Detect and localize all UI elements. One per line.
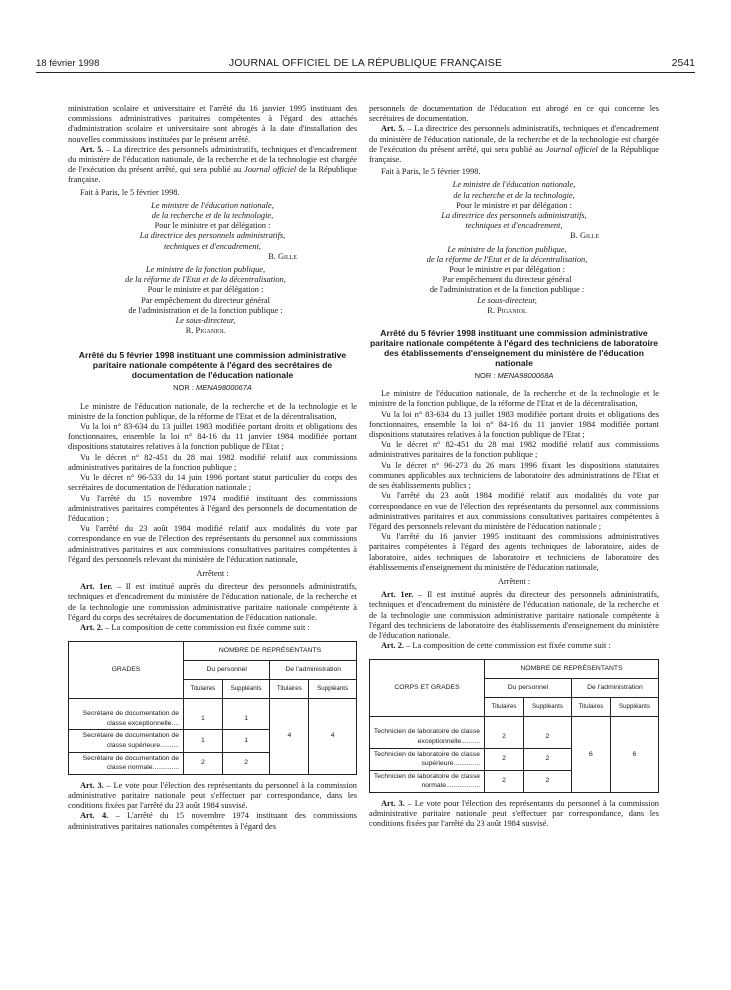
signature-line: Le ministre de la fonction publique, (145, 265, 266, 275)
journal-ref: Journal officiel (244, 165, 297, 175)
table-row-grade: Secrétaire de documentation de classe exceptionnelle.... (69, 699, 184, 730)
table-cell: 1 (222, 730, 270, 752)
article-text: – La directrice des personnels administratifs, techniques et d'encadrement du ministère de l'éducation nationale, de la recherche et de la technologie est chargée de l'exécution du présent arrêté, qui sera publié au (369, 124, 659, 154)
signature-line: La directrice des personnels administratifs, (139, 231, 286, 241)
left-column (68, 104, 357, 832)
representatives-table (369, 659, 659, 793)
header-rule (36, 72, 695, 73)
signature-line: Pour le ministre et par délégation : (456, 200, 572, 210)
page-header (36, 56, 695, 72)
arretent: Arrêtent : (196, 568, 229, 578)
arretent: Arrêtent : (497, 576, 531, 586)
article-text: – Le vote pour l'élection des représentants du personnel à la commission administrative paritaire nationale peut s'effectuer par correspondance, dans les conditions fixées par l'arrêté du 23 août 1984 susvisé. (68, 780, 357, 811)
article-text: – La composition de cette commission est fixée comme suit : (404, 641, 611, 651)
signature-line: Pour le ministre et par délégation : (154, 221, 271, 231)
signatory-name: R. Piganiol (487, 305, 527, 315)
signature-line: de l'administration et de la fonction publique : (429, 285, 585, 295)
done-at: Fait à Paris, le 5 février 1998. (80, 187, 180, 197)
nor-reference (369, 371, 659, 381)
table-row-grade: Technicien de laboratoire de classe exceptionnelle.......... (370, 717, 485, 748)
table-cell: 2 (485, 717, 524, 748)
col-header-suppleants: Suppléants (523, 698, 571, 717)
article-5 (369, 124, 659, 165)
decree-title: Arrêté du 5 février 1998 instituant une commission administrative paritaire nationale compétente à l'égard des secrétaires de documentation de l'éducation nationale (78, 350, 347, 381)
signature-line: techniques et d'encadrement, (163, 241, 262, 251)
col-header-personnel: Du personnel (184, 661, 270, 680)
signature-line: Le ministre de la fonction publique, (447, 244, 567, 254)
article-label: Art. 3. (80, 780, 104, 790)
table-cell: 4 (270, 699, 309, 775)
table-cell: 2 (485, 770, 524, 792)
col-header-number: NOMBRE DE REPRÉSENTANTS (485, 660, 659, 679)
visa-paragraph: Vu l'arrêté du 23 août 1984 modifié relatif aux modalités du vote par correspondance en vue de l'élection des représentants du personnel aux commissions administratives paritaires et aux commissions consultatives paritaires compétentes à l'égard des personnels relevant du ministère de l'éducation nationale, (68, 524, 357, 564)
col-header-titulaires: Titulaires (571, 698, 610, 717)
visa-paragraph: Le ministre de l'éducation nationale, de la recherche et de la technologie et le ministre de la fonction publique, de la réforme de l'Etat et de la décentralisation, (68, 401, 357, 421)
visa-paragraph: Le ministre de l'éducation nationale, de la recherche et de la technologie et le ministre de la fonction publique, de la réforme de l'Etat et de la décentralisation, (369, 389, 659, 409)
article-text: – Il est institué auprès du directeur des personnels administratifs, techniques et d'encadrement du ministère de l'éducation nationale, de la recherche et de la technologie une commission administrative paritaire nationale compétente à l'égard des techniciens de laboratoire des établissements d'enseignement du ministère de l'éducation nationale. (369, 590, 660, 640)
col-header-suppleants: Suppléants (222, 680, 270, 699)
col-header-admin: De l'administration (270, 661, 357, 680)
signature-line: Pour le ministre et par délégation : (449, 265, 565, 275)
article-text-end: de la République française. (68, 165, 358, 185)
table-cell: 2 (184, 752, 223, 774)
visa-paragraph: Vu l'arrêté du 16 janvier 1995 instituant des commissions administratives paritaires compétentes à l'égard des agents techniques de laboratoire, aides de laboratoire, aides techniques de laboratoire et techniciens de laboratoire des établissements d'enseignement du ministère de l'éducation nationale, (369, 532, 659, 572)
signature-line: Le sous-directeur, (175, 316, 236, 326)
article-3 (68, 781, 357, 812)
visa-paragraph: Vu l'arrêté du 23 août 1984 modifié relatif aux modalités du vote par correspondance en vue de l'élection des représentants du personnel aux commissions administratives paritaires et aux commissions consultatives paritaires compétentes à l'égard des personnels relevant du ministère de l'éducation nationale ; (369, 491, 659, 531)
article-1 (68, 582, 357, 623)
signature-block-1 (369, 180, 659, 241)
col-header-grades: CORPS ET GRADES (370, 660, 485, 717)
article-text: – L'arrêté du 15 novembre 1974 instituant des commissions administratives paritaires nationales compétentes à l'égard des (68, 811, 357, 831)
article-text: – La composition de cette commission est fixée comme suit : (103, 622, 310, 632)
table-row-grade: Secrétaire de documentation de classe normale.............. (69, 752, 184, 774)
signatory-name: R. Piganiol (185, 326, 226, 336)
article-text: – Le vote pour l'élection des représentants du personnel à la commission administrative paritaire nationale peut s'effectuer par correspondance, dans les conditions fixées par l'arrêté du 23 août 1984 susvisé. (369, 798, 659, 829)
col-header-titulaires: Titulaires (184, 680, 223, 699)
journal-ref: Journal officiel (545, 144, 598, 154)
article-label: Art. 2. (381, 641, 405, 651)
table-cell: 1 (184, 699, 223, 730)
right-column (369, 104, 659, 830)
nor-label: NOR : (474, 371, 498, 381)
col-header-titulaires: Titulaires (485, 698, 524, 717)
article-label: Art. 2. (80, 622, 104, 632)
representatives-table (68, 641, 357, 775)
signature-line: Pour le ministre et par délégation : (147, 285, 264, 295)
col-header-suppleants: Suppléants (610, 698, 658, 717)
col-header-titulaires: Titulaires (270, 680, 309, 699)
signature-line: Par empêchement du directeur général (141, 295, 270, 305)
article-label: Art. 5. (381, 124, 405, 134)
table-row-grade: Technicien de laboratoire de classe supérieure.............. (370, 748, 485, 770)
visa-paragraph: Vu la loi n° 83-634 du 13 juillet 1983 modifiée portant droits et obligations des fonctionnaires, ensemble la loi n° 84-16 du 11 janvier 1984 modifiée portant dispositions statutaires relatives à la fonction publique de l'Etat ; (369, 409, 659, 440)
article-label: Art. 4. (80, 811, 109, 821)
table-cell: 1 (184, 730, 223, 752)
table-row-grade: Technicien de laboratoire de classe normale.................. (370, 770, 485, 792)
signature-line: de la réforme de l'Etat et de la décentralisation, (426, 254, 588, 264)
visa-paragraph: Vu le décret n° 96-273 du 26 mars 1996 fixant les dispositions statutaires communes applicables aux techniciens de laboratoire des administrations de l'Etat et de ses établissements publics ; (369, 460, 659, 491)
visas (369, 389, 659, 573)
table-cell: 2 (523, 770, 571, 792)
article-3 (369, 799, 659, 830)
signature-line: Le ministre de l'éducation nationale, (452, 180, 576, 190)
journal-title: JOURNAL OFFICIEL DE LA RÉPUBLIQUE FRANÇAISE (228, 57, 503, 69)
signature-block-2 (355, 245, 659, 316)
signature-line: Le sous-directeur, (477, 295, 537, 305)
signature-block-2 (54, 265, 357, 336)
signatory-name: B. Gille (570, 231, 599, 241)
article-label: Art. 3. (381, 798, 405, 808)
table-cell: 2 (222, 752, 270, 774)
nor-reference (68, 383, 357, 393)
col-header-personnel: Du personnel (485, 679, 572, 698)
continued-paragraph: personnels de documentation de l'éducation est abrogé en ce qui concerne les secrétaires de documentation. (369, 104, 659, 124)
signature-line: La directrice des personnels administratifs, (441, 211, 587, 221)
signature-line: Le ministre de l'éducation nationale, (151, 200, 274, 210)
nor-code: MENA9800067A (196, 383, 252, 393)
table-cell: 6 (610, 717, 658, 793)
visa-paragraph: Vu le décret n° 82-451 du 28 mai 1982 modifié relatif aux commissions administratives paritaires de la fonction publique ; (369, 440, 659, 460)
table-cell: 2 (523, 748, 571, 770)
article-2 (369, 641, 659, 651)
visa-paragraph: Vu l'arrêté du 15 novembre 1974 modifié instituant des commissions administratives paritaires compétentes à l'égard des personnels de documentation de l'éducation ; (68, 493, 357, 523)
col-header-number: NOMBRE DE REPRÉSENTANTS (184, 642, 357, 661)
article-label: Art. 5. (80, 144, 104, 154)
article-label: Art. 1er. (80, 582, 113, 592)
visa-paragraph: Vu le décret n° 82-451 du 28 mai 1982 modifié relatif aux commissions administratives paritaires de la fonction publique ; (68, 452, 357, 472)
col-header-suppleants: Suppléants (309, 680, 357, 699)
visa-paragraph: Vu la loi n° 83-634 du 13 juillet 1983 modifiée portant droits et obligations des fonctionnaires, ensemble la loi n° 84-16 du 11 janvier 1984 modifiée portant dispositions statutaires relatives à la fonction publique de l'Etat ; (68, 422, 357, 452)
done-at: Fait à Paris, le 5 février 1998. (381, 167, 481, 177)
signature-line: Par empêchement du directeur général (442, 275, 572, 285)
signature-line: techniques et d'encadrement, (465, 221, 563, 231)
continued-paragraph: ministration scolaire et universitaire et l'arrêté du 16 janvier 1995 instituant des commissions administratives paritaires compétentes à l'égard des attachés d'administration scolaire et universitaire sont abrogés à la date d'installation des nouvelles commissions instituées par le présent arrêté. (68, 104, 357, 144)
article-label: Art. 1er. (381, 590, 414, 600)
article-text: – La directrice des personnels administratifs, techniques et d'encadrement du ministère de l'éducation nationale, de la recherche et de la technologie est chargée de l'exécution du présent arrêté, qui sera publié au (68, 144, 357, 175)
nor-label: NOR : (173, 383, 197, 393)
page-number: 2541 (671, 57, 695, 69)
table-cell: 4 (309, 699, 357, 775)
signatory-name: B. Gille (268, 251, 297, 261)
article-5 (68, 145, 357, 186)
table-cell: 1 (222, 699, 270, 730)
article-1 (369, 590, 659, 641)
table-row-grade: Secrétaire de documentation de classe supérieure.......... (69, 730, 184, 752)
signature-line: de la recherche et de la technologie, (151, 211, 274, 221)
decree-title: Arrêté du 5 février 1998 instituant une commission administrative paritaire nationale compétente à l'égard des techniciens de laboratoire des établissements d'enseignement du ministère de l'éducation nationale (369, 328, 659, 369)
visa-paragraph: Vu le décret n° 96-533 du 14 juin 1996 portant statut particulier du corps des secrétaires de documentation de l'éducation nationale ; (68, 473, 357, 493)
col-header-grades: GRADES (69, 642, 184, 699)
visas (68, 402, 357, 565)
table-cell: 2 (485, 748, 524, 770)
signature-line: de l'administration et de la fonction publique : (128, 305, 283, 315)
nor-code: MENA9800068A (497, 371, 554, 381)
signature-line: de la réforme de l'Etat et de la décentralisation, (125, 275, 286, 285)
col-header-admin: De l'administration (571, 679, 658, 698)
table-cell: 2 (523, 717, 571, 748)
signature-block-1 (68, 201, 357, 262)
article-4 (68, 811, 357, 831)
header-date: 18 février 1998 (36, 58, 100, 69)
article-text: – Il est institué auprès du directeur des personnels administratifs, techniques et d'encadrement du ministère de l'éducation nationale, de la recherche et de la technologie une commission administrative paritaire nationale compétente à l'égard du corps des secrétaires de documentation de l'éducation nationale. (68, 582, 357, 622)
table-cell: 6 (571, 717, 610, 793)
signature-line: de la recherche et de la technologie, (453, 190, 575, 200)
article-text-end: de la République française. (369, 144, 660, 165)
article-2 (68, 623, 357, 633)
